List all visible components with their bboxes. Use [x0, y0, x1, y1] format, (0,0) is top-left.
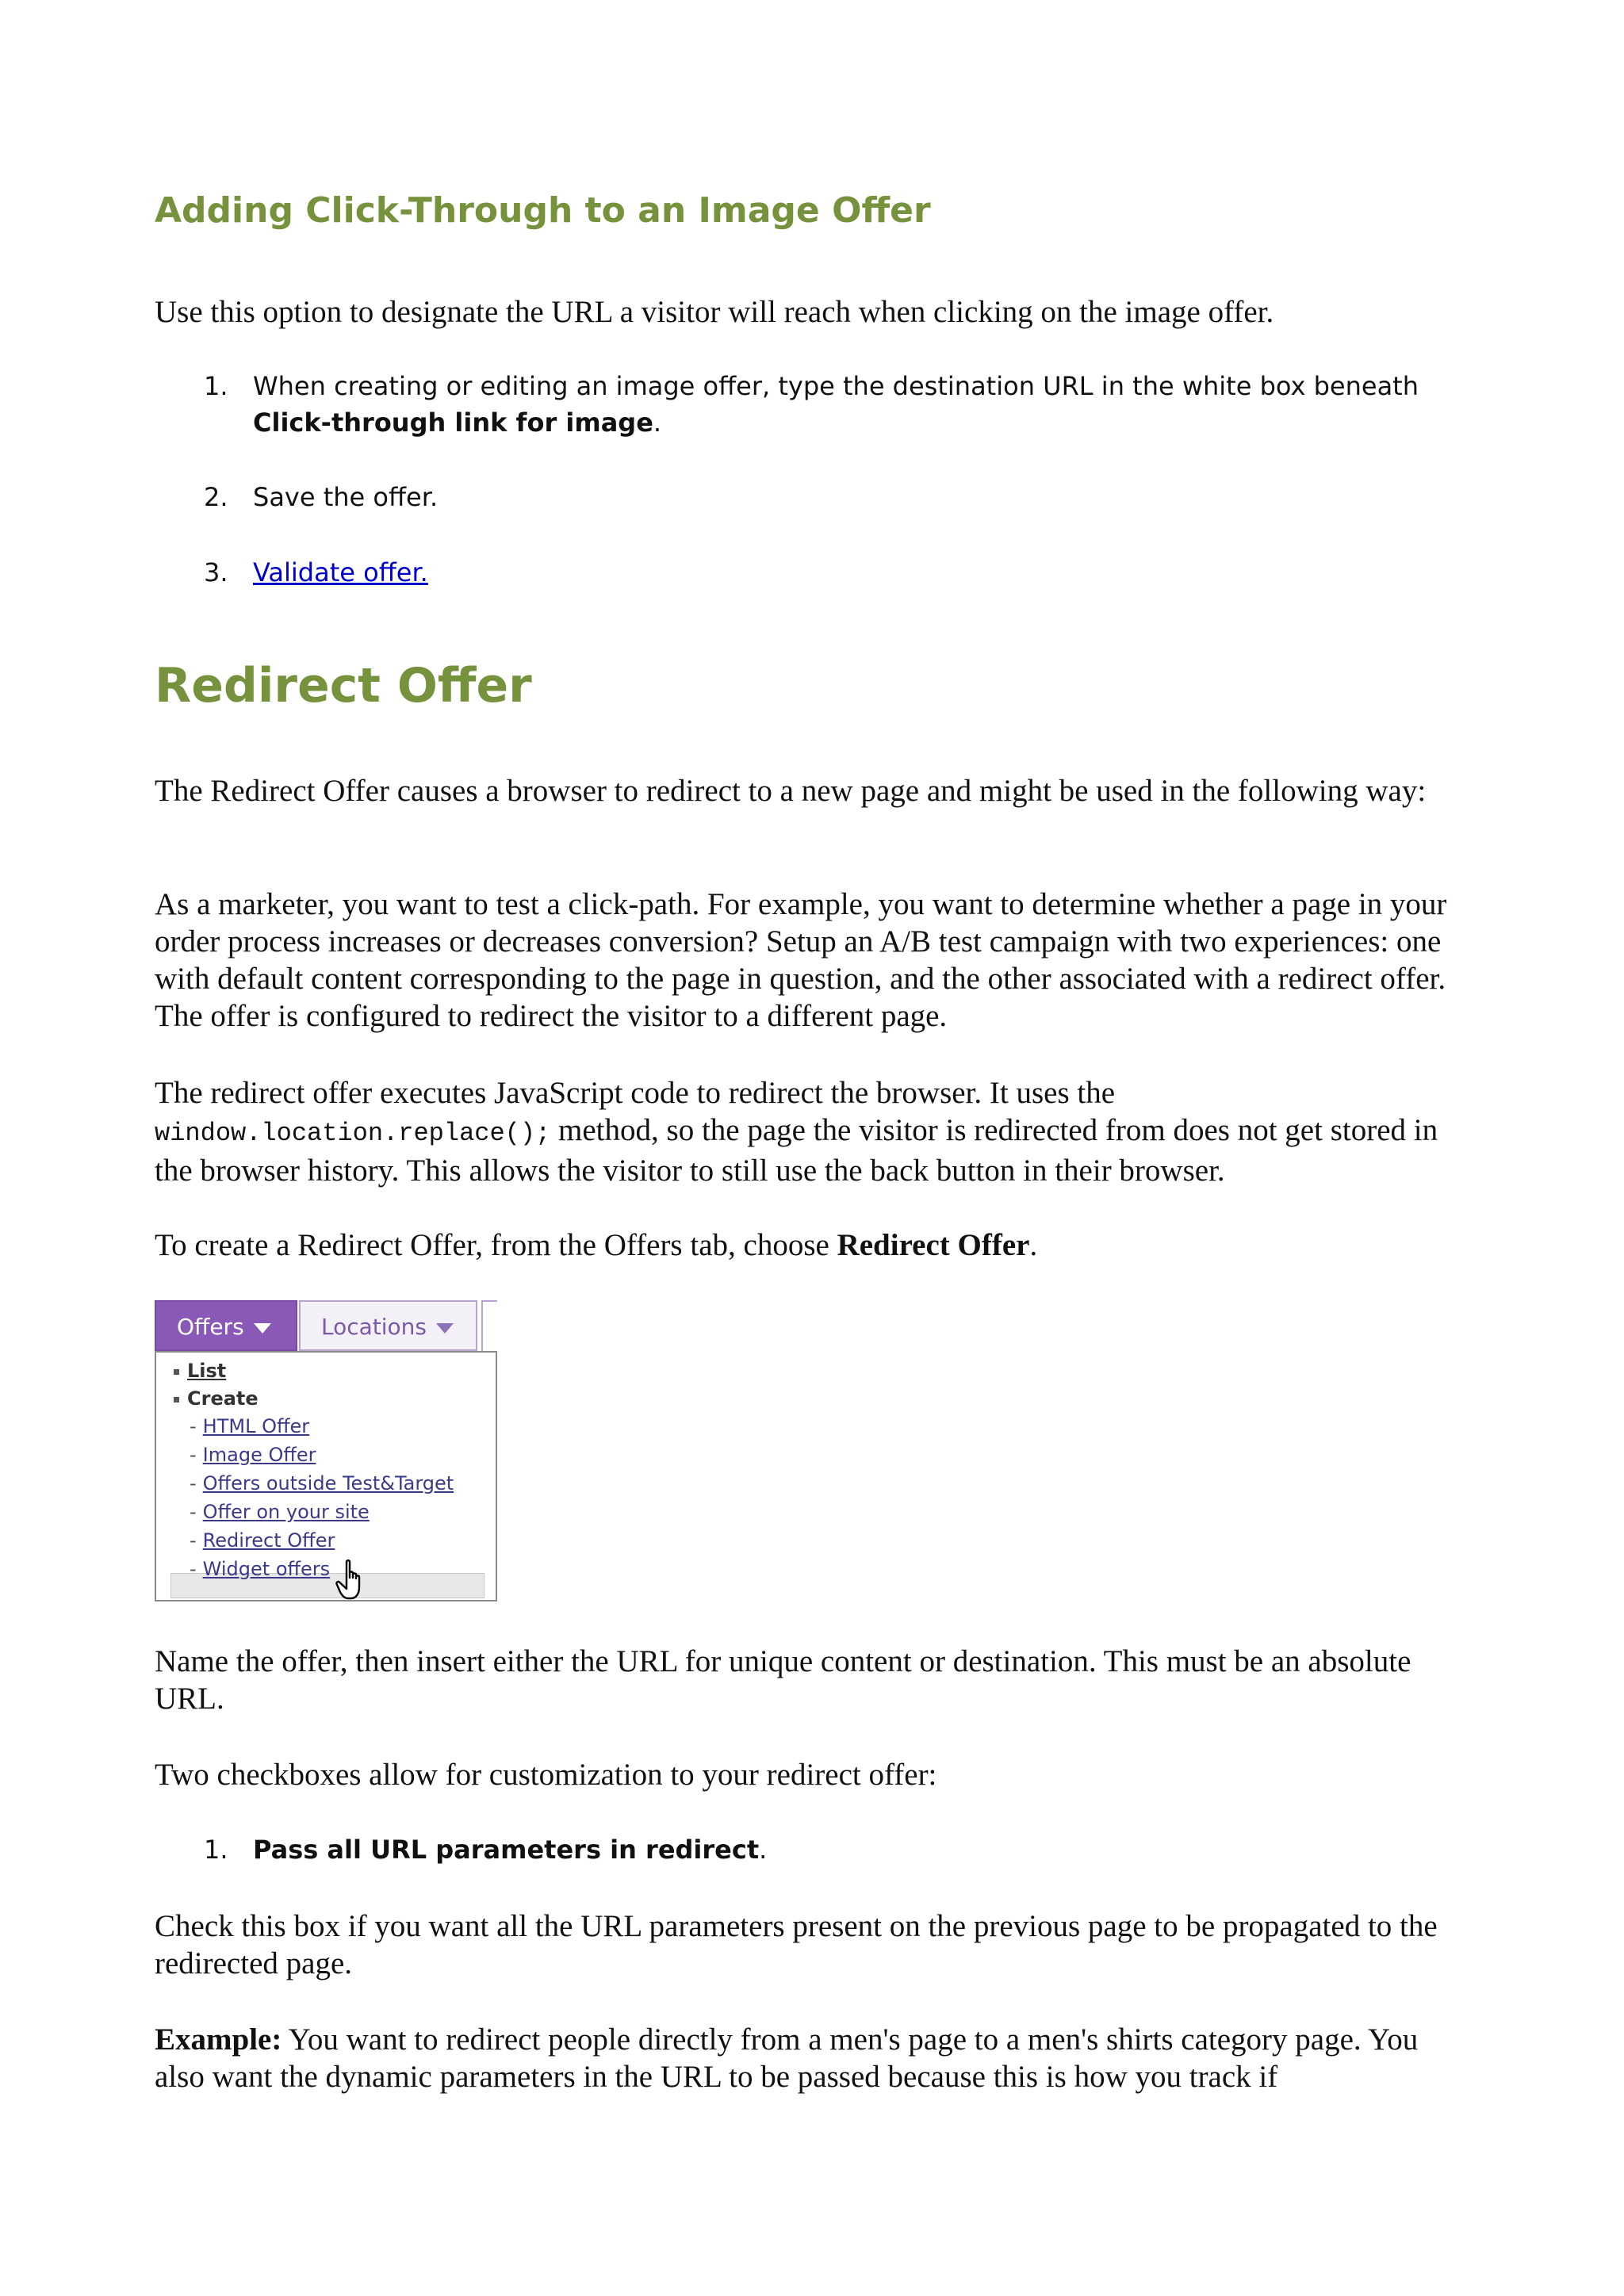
paragraph: As a marketer, you want to test a click-path. For example, you want to determine whether a page in your order process increases or decreases conversion? Setup an A/B test campaign with two experiences: one with default content corresponding to the page in question, and the other associated with a redirect offer. The offer is configured to redirect the visitor to a different page. [155, 887, 1447, 1033]
list-text: . [759, 1835, 768, 1865]
menu-item-label: Create [187, 1387, 259, 1410]
paragraph [155, 1074, 1475, 1189]
menu-item-widget-offers[interactable]: - Widget offers [190, 1558, 331, 1580]
step-bold-text: Click-through link for image [253, 408, 653, 438]
list-item [204, 1831, 1473, 1868]
list-number: 1. [204, 1835, 228, 1865]
intro-paragraph: Use this option to designate the URL a visitor will reach when clicking on the image offer. [155, 295, 1274, 329]
list-number: 3. [204, 557, 228, 587]
step-text: When creating or editing an image offer, type the destination URL in the white box beneath [253, 371, 1419, 401]
list-item [204, 368, 1473, 441]
list-number: 1. [204, 371, 228, 401]
paragraph-text: . [1029, 1228, 1038, 1262]
paragraph-text: method, so the page the visitor is redirected from does not get stored in the browser history. This allows the visitor to still use the back button in their browser. [155, 1113, 1438, 1188]
offers-menu-screenshot [155, 1300, 497, 1601]
paragraph-text: You want to redirect people directly from a men's page to a men's shirts category page. You also want the dynamic parameters in the URL to be passed because this is how you track if [155, 2022, 1419, 2094]
bold-text: Example: [155, 2022, 282, 2057]
menu-item-label: Offers outside Test&Target [202, 1472, 454, 1494]
menu-item-offers-outside[interactable]: - Offers outside Test&Target [190, 1472, 454, 1494]
chevron-down-icon [254, 1323, 271, 1334]
bullet-icon [174, 1397, 179, 1402]
list-item [204, 479, 1473, 515]
menu-item-label: Redirect Offer [202, 1529, 335, 1552]
menu-item-label: Widget offers [202, 1558, 331, 1580]
code-snippet: window.location.replace(); [155, 1119, 551, 1148]
menu-item-label: List [187, 1360, 227, 1382]
step-text-end: . [653, 408, 662, 438]
paragraph [155, 1226, 1475, 1264]
validate-offer-link[interactable]: Validate offer. [253, 557, 428, 587]
menu-item-label: HTML Offer [202, 1415, 310, 1437]
bullet-icon [174, 1369, 179, 1375]
list-item [204, 554, 1473, 591]
tab-offers[interactable] [155, 1300, 297, 1351]
offers-dropdown [155, 1351, 497, 1601]
bold-text: Redirect Offer [837, 1228, 1030, 1262]
step-text: Save the offer. [253, 482, 439, 512]
menu-item-label: Offer on your site [202, 1501, 370, 1523]
menu-item-label: Image Offer [202, 1444, 316, 1466]
paragraph: Name the offer, then insert either the URL for unique content or destination. This must be an absolute URL. [155, 1644, 1411, 1716]
menu-item-html-offer[interactable]: - HTML Offer [190, 1415, 310, 1437]
tab-label: Locations [321, 1314, 427, 1340]
paragraph: The Redirect Offer causes a browser to redirect to a new page and might be used in the following way: [155, 774, 1427, 808]
paragraph: Two checkboxes allow for customization to your redirect offer: [155, 1758, 937, 1792]
tab-label: Offers [177, 1314, 244, 1340]
hand-cursor-icon [335, 1559, 373, 1603]
tab-edge [481, 1300, 497, 1351]
bold-text: Pass all URL parameters in redirect [253, 1835, 760, 1865]
tab-locations[interactable] [299, 1300, 477, 1351]
list-number: 2. [204, 482, 228, 512]
section-heading-image-click-through: Adding Click-Through to an Image Offer [155, 190, 931, 231]
chevron-down-icon [436, 1323, 454, 1334]
menu-item-list[interactable] [174, 1357, 226, 1384]
tab-bar [155, 1300, 497, 1353]
paragraph: Check this box if you want all the URL parameters present on the previous page to be propagated to the redirected page. [155, 1909, 1438, 1980]
menu-item-offer-on-site[interactable]: - Offer on your site [190, 1501, 370, 1523]
paragraph [155, 2021, 1475, 2095]
paragraph-text: To create a Redirect Offer, from the Offers tab, choose [155, 1228, 837, 1262]
menu-item-create [174, 1385, 259, 1412]
menu-item-image-offer[interactable]: - Image Offer [190, 1444, 316, 1466]
menu-item-redirect-offer[interactable]: - Redirect Offer [190, 1529, 335, 1552]
section-heading-redirect-offer: Redirect Offer [155, 658, 532, 714]
paragraph-text: The redirect offer executes JavaScript code to redirect the browser. It uses the [155, 1076, 1116, 1110]
